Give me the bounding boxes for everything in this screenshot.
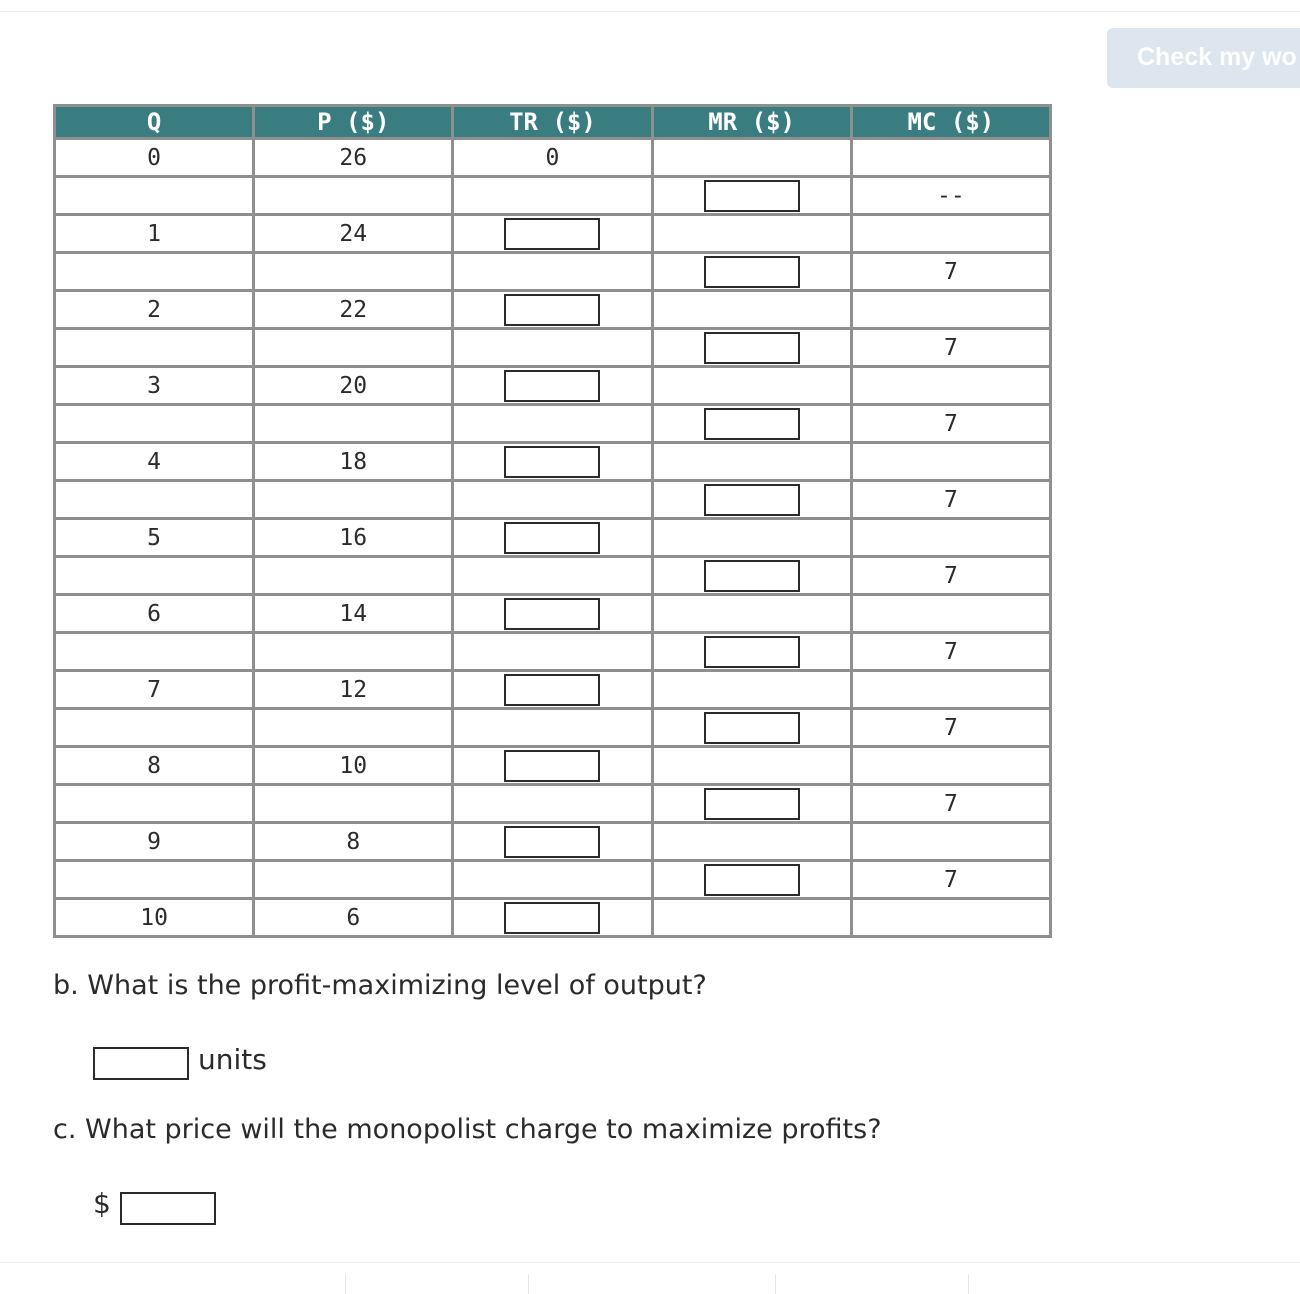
marginal-revenue-cell — [654, 824, 850, 859]
price-cell — [255, 178, 451, 213]
quantity-cell: 9 — [56, 824, 252, 859]
quantity-cell — [56, 558, 252, 593]
marginal-cost-cell: 7 — [853, 406, 1049, 441]
total-revenue-input[interactable] — [504, 294, 600, 326]
price-cell — [255, 558, 451, 593]
price-cell: 6 — [255, 900, 451, 935]
marginal-revenue-cell — [654, 406, 850, 441]
table-row — [56, 444, 1049, 479]
question-c-text: c. What price will the monopolist charge to maximize profits? — [53, 1114, 882, 1145]
table-row — [56, 596, 1049, 631]
dollar-sign-label: $ — [93, 1187, 111, 1220]
marginal-revenue-input[interactable] — [704, 560, 800, 592]
price-cell: 8 — [255, 824, 451, 859]
marginal-cost-cell — [853, 292, 1049, 327]
total-revenue-cell — [454, 672, 650, 707]
footer-divider — [775, 1274, 776, 1294]
marginal-revenue-input[interactable] — [704, 788, 800, 820]
table-row — [56, 368, 1049, 403]
quantity-cell — [56, 710, 252, 745]
marginal-revenue-cell — [654, 634, 850, 669]
table-row — [56, 900, 1049, 935]
price-cell — [255, 482, 451, 517]
total-revenue-cell — [454, 824, 650, 859]
column-header-price: P ($) — [255, 107, 451, 137]
marginal-revenue-cell — [654, 216, 850, 251]
marginal-cost-cell — [853, 140, 1049, 175]
monopoly-table — [53, 104, 1052, 938]
table-row — [56, 634, 1049, 669]
price-cell — [255, 862, 451, 897]
total-revenue-input[interactable] — [504, 674, 600, 706]
total-revenue-cell: 0 — [454, 140, 650, 175]
marginal-revenue-cell — [654, 178, 850, 213]
marginal-cost-cell — [853, 520, 1049, 555]
marginal-revenue-cell — [654, 900, 850, 935]
quantity-cell — [56, 178, 252, 213]
marginal-cost-cell — [853, 748, 1049, 783]
marginal-cost-cell: 7 — [853, 482, 1049, 517]
marginal-cost-cell: 7 — [853, 330, 1049, 365]
price-cell: 22 — [255, 292, 451, 327]
marginal-revenue-input[interactable] — [704, 484, 800, 516]
marginal-cost-cell: 7 — [853, 254, 1049, 289]
total-revenue-input[interactable] — [504, 750, 600, 782]
marginal-revenue-cell — [654, 786, 850, 821]
quantity-cell — [56, 406, 252, 441]
marginal-cost-cell: 7 — [853, 634, 1049, 669]
total-revenue-cell — [454, 406, 650, 441]
header-row — [56, 107, 1049, 137]
marginal-revenue-cell — [654, 140, 850, 175]
top-divider — [0, 11, 1300, 12]
marginal-cost-cell — [853, 672, 1049, 707]
quantity-cell: 0 — [56, 140, 252, 175]
table-row — [56, 292, 1049, 327]
marginal-revenue-input[interactable] — [704, 636, 800, 668]
footer-divider — [345, 1274, 346, 1294]
price-cell: 16 — [255, 520, 451, 555]
marginal-revenue-cell — [654, 482, 850, 517]
total-revenue-cell — [454, 710, 650, 745]
total-revenue-cell — [454, 634, 650, 669]
bottom-divider — [0, 1262, 1300, 1263]
table-row — [56, 748, 1049, 783]
total-revenue-input[interactable] — [504, 446, 600, 478]
quantity-cell: 4 — [56, 444, 252, 479]
total-revenue-input[interactable] — [504, 370, 600, 402]
table-row — [56, 330, 1049, 365]
marginal-revenue-input[interactable] — [704, 180, 800, 212]
quantity-cell — [56, 634, 252, 669]
marginal-revenue-cell — [654, 710, 850, 745]
marginal-revenue-cell — [654, 596, 850, 631]
marginal-cost-cell — [853, 596, 1049, 631]
total-revenue-cell — [454, 748, 650, 783]
quantity-cell — [56, 786, 252, 821]
quantity-cell — [56, 862, 252, 897]
table-row — [56, 672, 1049, 707]
price-cell — [255, 786, 451, 821]
table-row — [56, 558, 1049, 593]
total-revenue-input[interactable] — [504, 902, 600, 934]
total-revenue-cell — [454, 178, 650, 213]
column-header-marginal-cost: MC ($) — [853, 107, 1049, 137]
marginal-revenue-input[interactable] — [704, 332, 800, 364]
marginal-cost-cell — [853, 900, 1049, 935]
marginal-revenue-input[interactable] — [704, 864, 800, 896]
check-my-work-button[interactable]: Check my wo — [1107, 28, 1300, 88]
marginal-cost-cell — [853, 216, 1049, 251]
total-revenue-cell — [454, 520, 650, 555]
marginal-revenue-cell — [654, 368, 850, 403]
total-revenue-input[interactable] — [504, 218, 600, 250]
marginal-revenue-cell — [654, 330, 850, 365]
table-row — [56, 140, 1049, 175]
table-row — [56, 406, 1049, 441]
marginal-cost-cell: 7 — [853, 862, 1049, 897]
column-header-marginal-revenue: MR ($) — [654, 107, 850, 137]
total-revenue-cell — [454, 216, 650, 251]
total-revenue-cell — [454, 900, 650, 935]
table-row — [56, 178, 1049, 213]
price-cell — [255, 254, 451, 289]
price-cell: 26 — [255, 140, 451, 175]
marginal-revenue-cell — [654, 558, 850, 593]
price-input[interactable] — [120, 1192, 216, 1225]
marginal-cost-cell: -- — [853, 178, 1049, 213]
price-cell: 10 — [255, 748, 451, 783]
quantity-cell — [56, 482, 252, 517]
total-revenue-input[interactable] — [504, 522, 600, 554]
table-row — [56, 786, 1049, 821]
total-revenue-cell — [454, 254, 650, 289]
marginal-revenue-cell — [654, 520, 850, 555]
price-cell — [255, 710, 451, 745]
marginal-revenue-cell — [654, 292, 850, 327]
table-row — [56, 216, 1049, 251]
marginal-revenue-input[interactable] — [704, 408, 800, 440]
table-row — [56, 482, 1049, 517]
footer-divider — [528, 1274, 529, 1294]
marginal-cost-cell: 7 — [853, 786, 1049, 821]
total-revenue-cell — [454, 558, 650, 593]
marginal-revenue-cell — [654, 254, 850, 289]
marginal-revenue-cell — [654, 748, 850, 783]
column-header-total-revenue: TR ($) — [454, 107, 650, 137]
output-level-input[interactable] — [93, 1047, 189, 1080]
quantity-cell: 6 — [56, 596, 252, 631]
total-revenue-cell — [454, 786, 650, 821]
table-body — [56, 140, 1049, 935]
marginal-revenue-input[interactable] — [704, 712, 800, 744]
price-cell: 18 — [255, 444, 451, 479]
marginal-cost-cell — [853, 444, 1049, 479]
total-revenue-cell — [454, 368, 650, 403]
price-cell: 12 — [255, 672, 451, 707]
total-revenue-cell — [454, 596, 650, 631]
price-cell — [255, 634, 451, 669]
quantity-cell: 5 — [56, 520, 252, 555]
quantity-cell: 8 — [56, 748, 252, 783]
table-row — [56, 254, 1049, 289]
footer-divider — [968, 1274, 969, 1294]
table-row — [56, 862, 1049, 897]
total-revenue-cell — [454, 482, 650, 517]
total-revenue-input[interactable] — [504, 826, 600, 858]
marginal-revenue-cell — [654, 862, 850, 897]
quantity-cell — [56, 254, 252, 289]
total-revenue-cell — [454, 330, 650, 365]
price-cell — [255, 406, 451, 441]
price-cell: 20 — [255, 368, 451, 403]
marginal-revenue-cell — [654, 444, 850, 479]
total-revenue-cell — [454, 292, 650, 327]
total-revenue-cell — [454, 444, 650, 479]
quantity-cell: 3 — [56, 368, 252, 403]
quantity-cell — [56, 330, 252, 365]
price-cell — [255, 330, 451, 365]
marginal-cost-cell — [853, 368, 1049, 403]
table-row — [56, 520, 1049, 555]
marginal-cost-cell: 7 — [853, 558, 1049, 593]
marginal-revenue-cell — [654, 672, 850, 707]
marginal-cost-cell — [853, 824, 1049, 859]
quantity-cell: 1 — [56, 216, 252, 251]
column-header-q: Q — [56, 107, 252, 137]
price-cell: 14 — [255, 596, 451, 631]
table-row — [56, 824, 1049, 859]
quantity-cell: 2 — [56, 292, 252, 327]
marginal-cost-cell: 7 — [853, 710, 1049, 745]
marginal-revenue-input[interactable] — [704, 256, 800, 288]
quantity-cell: 10 — [56, 900, 252, 935]
total-revenue-input[interactable] — [504, 598, 600, 630]
total-revenue-cell — [454, 862, 650, 897]
question-b-text: b. What is the profit-maximizing level of output? — [53, 970, 707, 1001]
quantity-cell: 7 — [56, 672, 252, 707]
table-row — [56, 710, 1049, 745]
price-cell: 24 — [255, 216, 451, 251]
units-label: units — [198, 1043, 267, 1076]
